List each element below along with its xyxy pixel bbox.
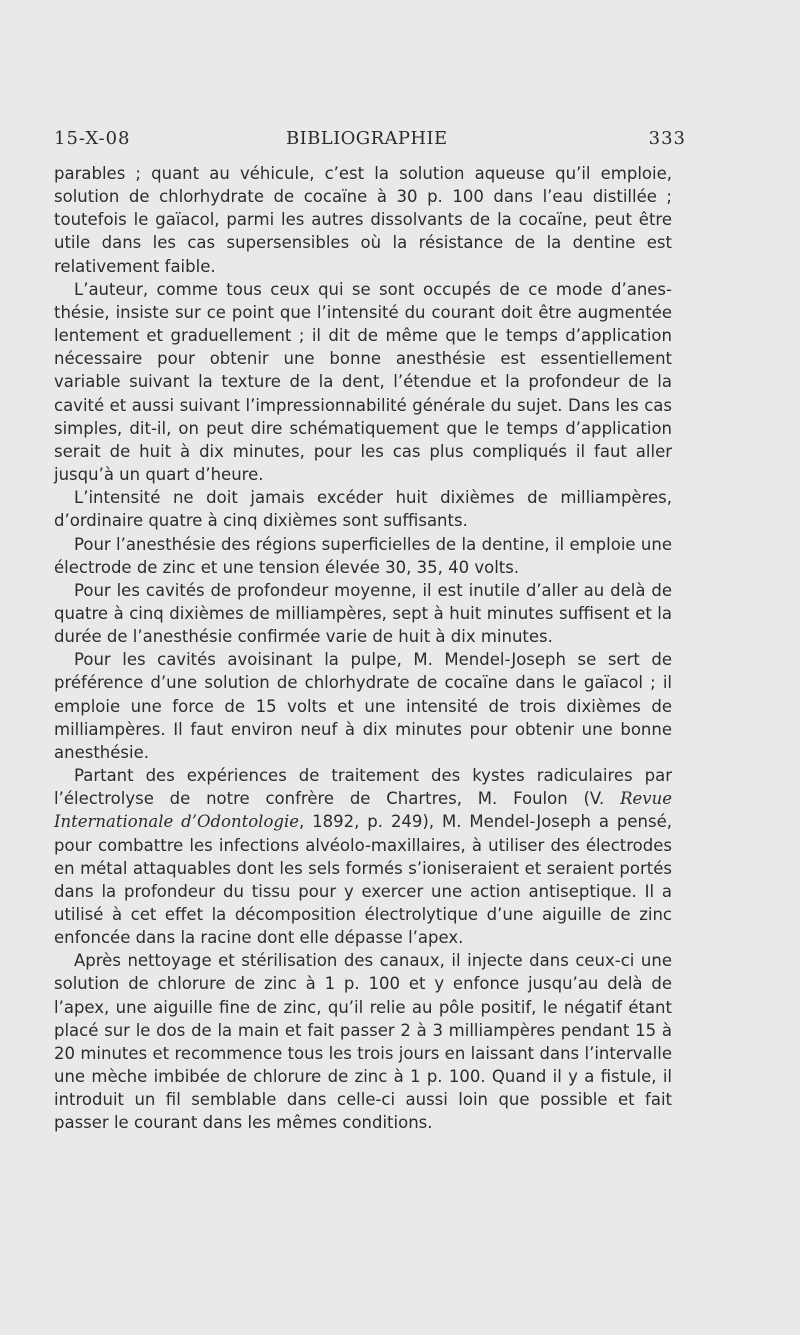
journal-title: Revue Internationale d’Odontologie xyxy=(54,789,672,832)
running-header xyxy=(54,128,686,154)
paragraph-continued: parables ; quant au véhicule, c’est la solution aqueuse qu’il emploie, solution de chlorhydrate de cocaïne à 30 p. 100 dans l’eau distillée ; toutefois le gaïacol, parmi les autres dissolvants de la cocaïne, peut être utile dans les cas supersensibles où la résistance de la dentine est relativement faible. xyxy=(54,164,672,276)
header-date: 15-X-08 xyxy=(54,128,131,149)
citation-trail-text: , 1892, p. 249), M. Mendel-Joseph a pensé, pour combattre les infections alvéolo-maxillaires, à utiliser des électrodes en métal attaquables dont les sels formés s’ioniseraient et seraient portés dans la profondeur du tissu pour y exercer une action antiseptique. Il a utilisé à cet effet la décomposition électrolytique d’une aiguille de zinc enfoncée dans la racine dont elle dépasse l’apex. xyxy=(54,812,672,948)
paragraph: L’auteur, comme tous ceux qui se sont occupés de ce mode d’anesthésie, insiste sur ce point que l’intensité du courant doit être augmentée lentement et graduellement ; il dit de même que le temps d’application nécessaire pour obtenir une bonne anesthésie est essentiellement variable suivant la texture de la dent, l’étendue et la profondeur de la cavité et aussi suivant l’impressionnabilité générale du sujet. Dans les cas simples, dit-il, on peut dire schématiquement que le temps d’application serait de huit à dix minutes, pour les cas plus compliqués il faut aller jusqu’à un quart d’heure. xyxy=(54,279,672,485)
paragraph: Pour les cavités avoisinant la pulpe, M. Mendel-Joseph se sert de préférence d’une solution de chlorhydrate de cocaïne dans le gaïacol ; il emploie une force de 15 volts et une intensité de trois dixièmes de milliampères. Il faut environ neuf à dix minutes pour obtenir une bonne anesthésie. xyxy=(54,650,672,762)
paragraph: Pour les cavités de profondeur moyenne, il est inutile d’aller au delà de quatre à cinq dixièmes de milliampères, sept à huit minutes suffisent et la durée de l’anesthésie confirmée varie de huit à dix minutes. xyxy=(54,580,672,647)
citation-lead-text: Partant des expériences de traitement des kystes radiculaires par l’électrolyse de notre confrère de Chartres, M. Foulon (V. xyxy=(54,766,672,809)
paragraph: L’intensité ne doit jamais excéder huit dixièmes de milliampères, d’ordinaire quatre à cinq dixièmes sont suffisants. xyxy=(54,488,672,531)
body-text xyxy=(54,162,672,1135)
page-number: 333 xyxy=(648,128,686,149)
paragraph: Après nettoyage et stérilisation des canaux, il injecte dans ceux-ci une solution de chlorure de zinc à 1 p. 100 et y enfonce jusqu’au delà de l’apex, une aiguille fine de zinc, qu’il relie au pôle positif, le négatif étant placé sur le dos de la main et fait passer 2 à 3 milliampères pendant 15 à 20 minutes et recommence tous les trois jours en laissant dans l’intervalle une mèche imbibée de chlorure de zinc à 1 p. 100. Quand il y a fistule, il introduit un fil semblable dans celle-ci aussi loin que possible et fait passer le courant dans les mêmes conditions. xyxy=(54,951,672,1133)
paragraph-with-citation xyxy=(54,764,672,949)
header-title: BIBLIOGRAPHIE xyxy=(286,128,448,149)
paragraph: Pour l’anesthésie des régions superficielles de la dentine, il emploie une électrode de zinc et une tension élevée 30, 35, 40 volts. xyxy=(54,534,672,577)
